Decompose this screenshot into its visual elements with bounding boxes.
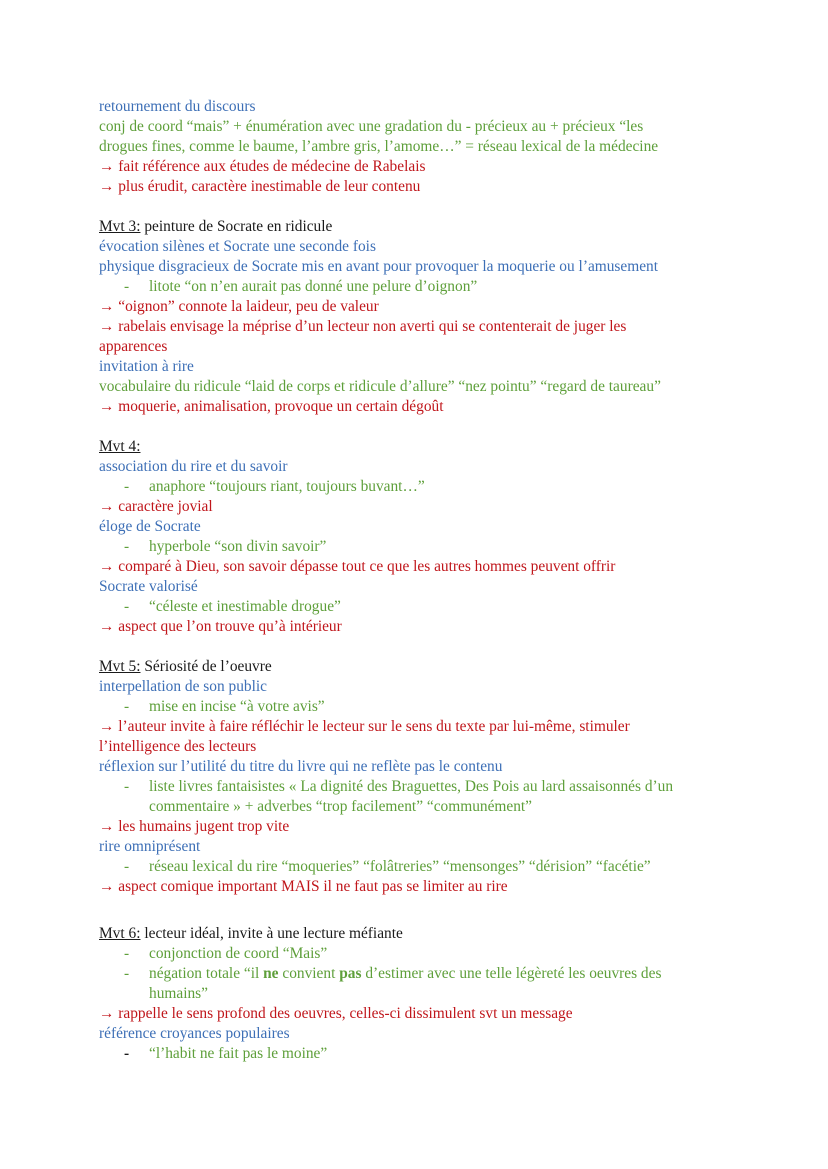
- bullet-item: - “céleste et inestimable drogue”: [124, 598, 341, 615]
- line: évocation silènes et Socrate une seconde fois: [99, 238, 376, 255]
- section-heading: [99, 217, 759, 237]
- line: → caractère jovial: [99, 498, 213, 515]
- notes-page: [99, 97, 759, 1064]
- section-title: Sériosité de l’oeuvre: [140, 658, 272, 675]
- line: retournement du discours: [99, 98, 256, 115]
- line: rire omniprésent: [99, 838, 201, 855]
- bullet-item: - négation totale “il ne convient pas d’estimer avec une telle légèreté les oeuvres des: [124, 965, 662, 982]
- line: association du rire et du savoir: [99, 458, 288, 475]
- line: → “oignon” connote la laideur, peu de valeur: [99, 298, 379, 315]
- line: → l’auteur invite à faire réfléchir le lecteur sur le sens du texte par lui-même, stimuler: [99, 718, 630, 735]
- line: référence croyances populaires: [99, 1025, 290, 1042]
- bullet-item: - mise en incise “à votre avis”: [124, 698, 325, 715]
- line: → aspect que l’on trouve qu’à intérieur: [99, 618, 342, 635]
- mvt-label: Mvt 5:: [99, 658, 141, 675]
- line: réflexion sur l’utilité du titre du livre qui ne reflète pas le contenu: [99, 758, 503, 775]
- section-heading: [99, 437, 759, 457]
- line: → comparé à Dieu, son savoir dépasse tout ce que les autres hommes peuvent offrir: [99, 558, 616, 575]
- bullet-item: - anaphore “toujours riant, toujours buvant…”: [124, 478, 425, 495]
- line: conj de coord “mais” + énumération avec une gradation du - précieux au + précieux “les: [99, 118, 644, 135]
- section-title: lecteur idéal, invite à une lecture méfiante: [140, 925, 403, 942]
- line: → rappelle le sens profond des oeuvres, celles-ci dissimulent svt un message: [99, 1005, 573, 1022]
- mvt-label: Mvt 3:: [99, 218, 141, 235]
- line: → plus érudit, caractère inestimable de leur contenu: [99, 178, 421, 195]
- mvt-label: Mvt 6:: [99, 925, 141, 942]
- line: → les humains jugent trop vite: [99, 818, 290, 835]
- line: → moquerie, animalisation, provoque un certain dégoût: [99, 398, 444, 415]
- line: éloge de Socrate: [99, 518, 201, 535]
- section-heading: [99, 924, 759, 944]
- line: drogues fines, comme le baume, l’ambre gris, l’amome…” = réseau lexical de la médecine: [99, 138, 659, 155]
- line: invitation à rire: [99, 358, 194, 375]
- line: → aspect comique important MAIS il ne faut pas se limiter au rire: [99, 878, 508, 895]
- bullet-item-continued: humains”: [149, 985, 208, 1002]
- line: interpellation de son public: [99, 678, 267, 695]
- line: l’intelligence des lecteurs: [99, 738, 257, 755]
- line: → rabelais envisage la méprise d’un lecteur non averti qui se contenterait de juger les: [99, 318, 627, 335]
- line: apparences: [99, 338, 168, 355]
- bullet-item: - “l’habit ne fait pas le moine”: [124, 1045, 328, 1062]
- bullet-item: - réseau lexical du rire “moqueries” “folâtreries” “mensonges” “dérision” “facétie”: [124, 858, 651, 875]
- mvt-label: Mvt 4:: [99, 438, 141, 455]
- bullet-item: - liste livres fantaisistes « La dignité des Braguettes, Des Pois au lard assaisonnés d’un: [124, 778, 674, 795]
- line: Socrate valorisé: [99, 578, 198, 595]
- bullet-item: - conjonction de coord “Mais”: [124, 945, 328, 962]
- line: → fait référence aux études de médecine de Rabelais: [99, 158, 426, 175]
- bullet-item: - litote “on n’en aurait pas donné une pelure d’oignon”: [124, 278, 478, 295]
- line: physique disgracieux de Socrate mis en avant pour provoquer la moquerie ou l’amusement: [99, 258, 659, 275]
- line: vocabulaire du ridicule “laid de corps et ridicule d’allure” “nez pointu” “regard de taureau”: [99, 378, 661, 395]
- section-title: peinture de Socrate en ridicule: [140, 218, 333, 235]
- bullet-item-continued: commentaire » + adverbes “trop facilement” “communément”: [149, 798, 533, 815]
- bullet-item: - hyperbole “son divin savoir”: [124, 538, 327, 555]
- section-heading: [99, 657, 759, 677]
